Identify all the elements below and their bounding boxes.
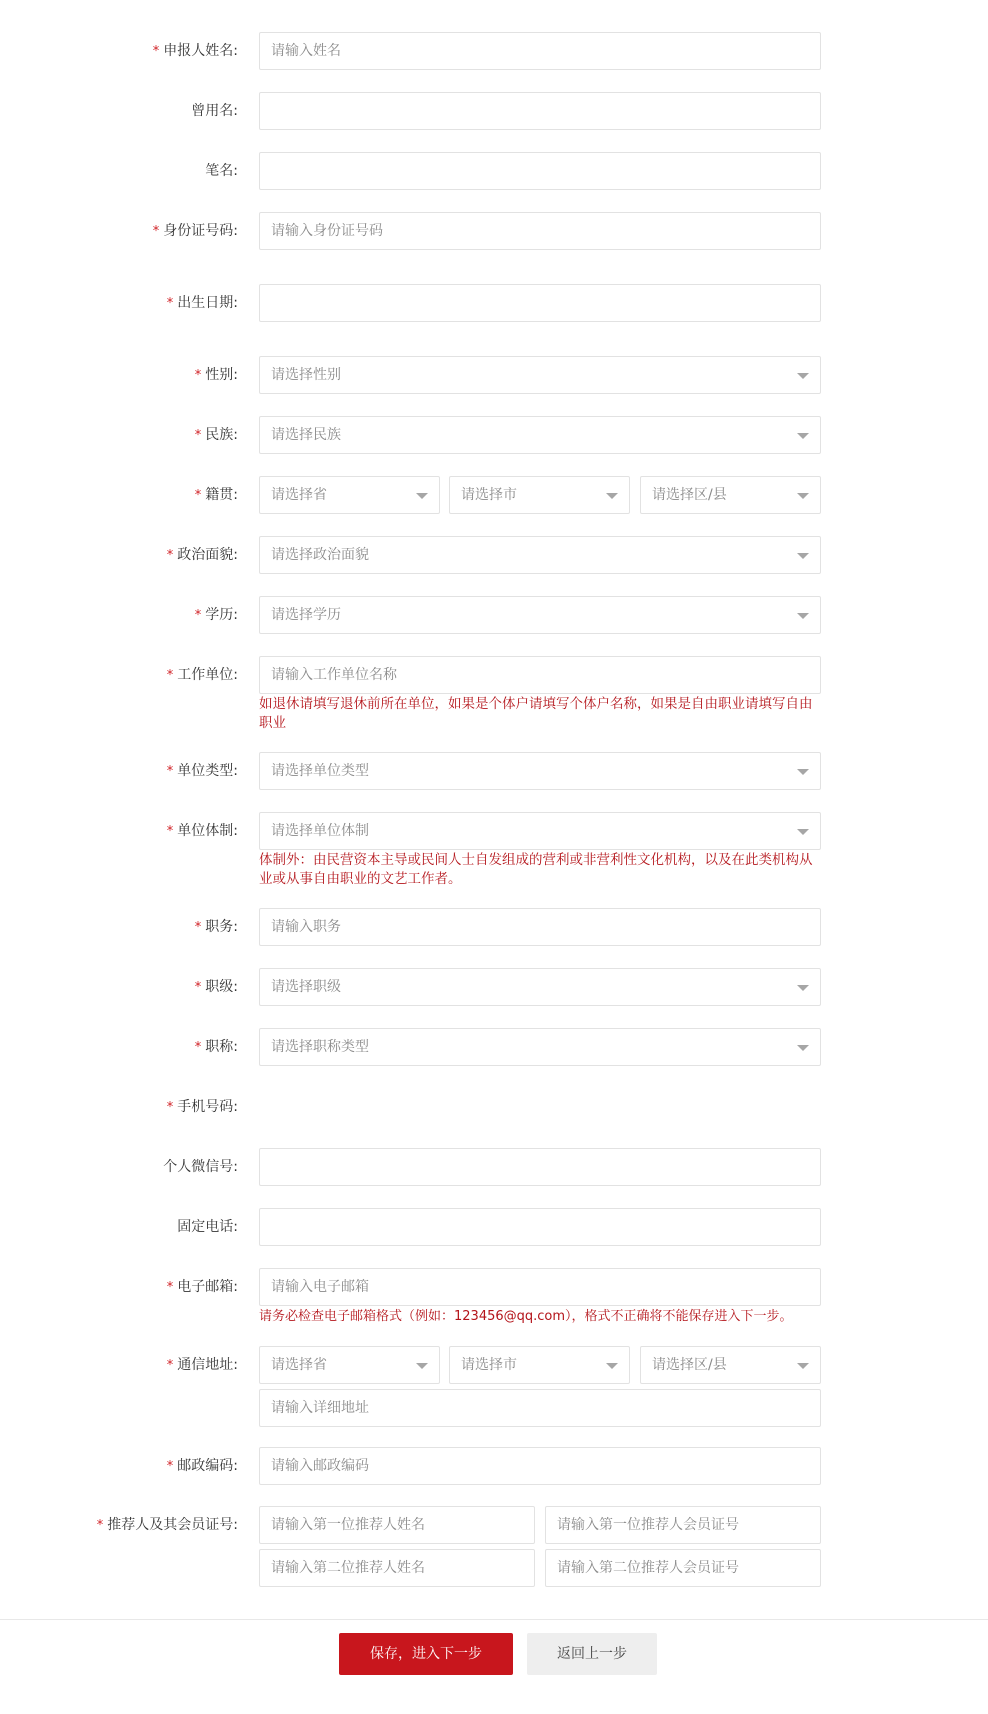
back-button[interactable]: 返回上一步 [527,1633,657,1675]
recommender-1-name-input[interactable]: 请输入第一位推荐人姓名 [259,1506,535,1544]
required-mark: * [166,1358,174,1373]
recommender-1-id-input[interactable]: 请输入第一位推荐人会员证号 [545,1506,821,1544]
email-input[interactable]: 请输入电子邮箱 [259,1268,821,1306]
required-mark: * [166,1459,174,1474]
caret-down-icon [797,985,809,991]
ethnicity-label: * 民族: [194,427,238,443]
required-mark: * [194,608,202,623]
address-label: * 通信地址: [166,1357,238,1373]
caret-down-icon [797,1363,809,1369]
title-label: * 职称: [194,1039,238,1055]
pen-name-label: 笔名: [205,163,238,179]
birth-date-input[interactable] [259,284,821,322]
required-mark: * [194,920,202,935]
gender-select[interactable]: 请选择性别 [259,356,821,394]
native-city-select[interactable]: 请选择市 [449,476,630,514]
required-mark: * [194,488,202,503]
name-input[interactable]: 请输入姓名 [259,32,821,70]
required-mark: * [166,824,174,839]
gender-label: * 性别: [194,367,238,383]
native-place-label: * 籍贯: [194,487,238,503]
required-mark: * [166,1100,174,1115]
save-next-button[interactable]: 保存，进入下一步 [339,1633,513,1675]
ethnicity-select[interactable]: 请选择民族 [259,416,821,454]
pen-name-input[interactable] [259,152,821,190]
birth-date-label: * 出生日期: [166,295,238,311]
address-province-select[interactable]: 请选择省 [259,1346,440,1384]
required-mark: * [166,1280,174,1295]
name-label: * 申报人姓名: [152,43,238,59]
required-mark: * [152,224,160,239]
caret-down-icon [606,493,618,499]
rank-label: * 职级: [194,979,238,995]
required-mark: * [194,368,202,383]
required-mark: * [166,548,174,563]
rank-select[interactable]: 请选择职级 [259,968,821,1006]
employer-system-select[interactable]: 请选择单位体制 [259,812,821,850]
required-mark: * [166,668,174,683]
postcode-label: * 邮政编码: [166,1458,238,1474]
political-status-label: * 政治面貌: [166,547,238,563]
employer-hint: 如退休请填写退休前所在单位，如果是个体户请填写个体户名称，如果是自由职业请填写自由职业 [259,696,813,731]
employer-type-select[interactable]: 请选择单位类型 [259,752,821,790]
position-label: * 职务: [194,919,238,935]
wechat-input[interactable] [259,1148,821,1186]
education-select[interactable]: 请选择学历 [259,596,821,634]
required-mark: * [166,764,174,779]
native-district-select[interactable]: 请选择区/县 [640,476,821,514]
caret-down-icon [797,373,809,379]
caret-down-icon [416,1363,428,1369]
caret-down-icon [797,769,809,775]
caret-down-icon [797,613,809,619]
title-select[interactable]: 请选择职称类型 [259,1028,821,1066]
caret-down-icon [416,493,428,499]
position-input[interactable]: 请输入职务 [259,908,821,946]
caret-down-icon [797,829,809,835]
address-city-select[interactable]: 请选择市 [449,1346,630,1384]
email-hint: 请务必检查电子邮箱格式（例如：123456@qq.com），格式不正确将不能保存进入下一步。 [259,1309,793,1324]
caret-down-icon [797,433,809,439]
political-status-select[interactable]: 请选择政治面貌 [259,536,821,574]
id-number-label: * 身份证号码: [152,223,238,239]
caret-down-icon [797,1045,809,1051]
address-district-select[interactable]: 请选择区/县 [640,1346,821,1384]
footer-divider [0,1619,988,1620]
required-mark: * [194,428,202,443]
caret-down-icon [606,1363,618,1369]
wechat-label: 个人微信号: [163,1159,238,1175]
recommender-2-name-input[interactable]: 请输入第二位推荐人姓名 [259,1549,535,1587]
required-mark: * [96,1518,104,1533]
employer-system-label: * 单位体制: [166,823,238,839]
employer-type-label: * 单位类型: [166,763,238,779]
mobile-label: * 手机号码: [166,1099,238,1115]
required-mark: * [194,980,202,995]
employer-system-hint: 体制外：由民营资本主导或民间人士自发组成的营利或非营利性文化机构，以及在此类机构从业或从事自由职业的文艺工作者。 [259,852,813,887]
postcode-input[interactable]: 请输入邮政编码 [259,1447,821,1485]
required-mark: * [166,296,174,311]
recommender-2-id-input[interactable]: 请输入第二位推荐人会员证号 [545,1549,821,1587]
native-province-select[interactable]: 请选择省 [259,476,440,514]
email-label: * 电子邮箱: [166,1279,238,1295]
address-detail-input[interactable]: 请输入详细地址 [259,1389,821,1427]
education-label: * 学历: [194,607,238,623]
landline-input[interactable] [259,1208,821,1246]
former-name-input[interactable] [259,92,821,130]
employer-input[interactable]: 请输入工作单位名称 [259,656,821,694]
employer-label: * 工作单位: [166,667,238,683]
required-mark: * [194,1040,202,1055]
required-mark: * [152,44,160,59]
recommenders-label: * 推荐人及其会员证号: [96,1517,238,1533]
id-number-input[interactable]: 请输入身份证号码 [259,212,821,250]
landline-label: 固定电话: [177,1219,238,1235]
former-name-label: 曾用名: [191,103,238,119]
caret-down-icon [797,553,809,559]
caret-down-icon [797,493,809,499]
